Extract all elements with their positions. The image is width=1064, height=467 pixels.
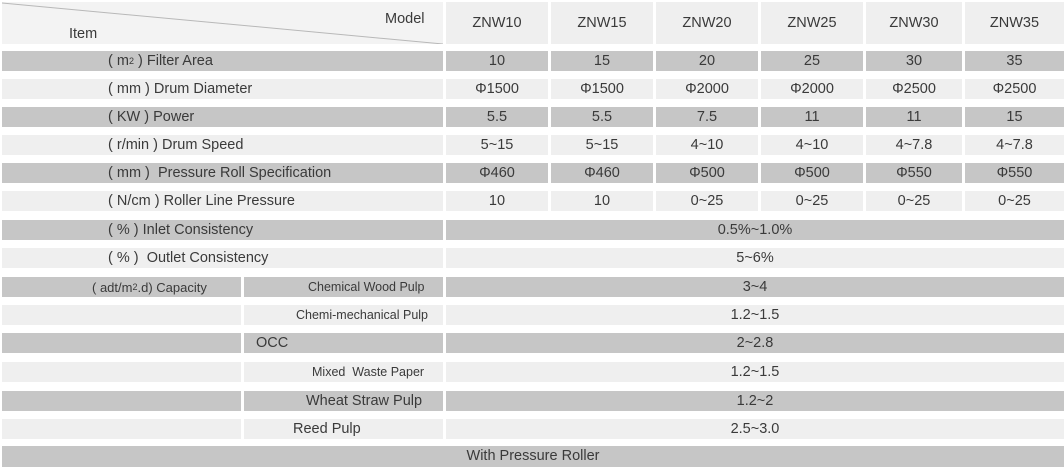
table-cell: Φ2500: [866, 79, 962, 99]
header-item-model-cell: [2, 2, 443, 44]
table-cell: 4~7.8: [866, 135, 962, 155]
label: Roller Line Pressure: [163, 192, 295, 209]
table-cell: 10: [551, 191, 653, 211]
capacity-item-wheat-straw-pulp: Wheat Straw Pulp: [244, 391, 443, 411]
row-label-inlet-consistency: ( % ) Inlet Consistency: [2, 220, 443, 240]
capacity-left-blank: [2, 305, 241, 325]
table-cell: 0~25: [761, 191, 863, 211]
table-cell: 5.5: [446, 107, 548, 127]
merged-value-outlet-consistency: 5~6%: [446, 248, 1064, 268]
label: Power: [153, 108, 195, 125]
model-header-znw30: ZNW30: [866, 2, 962, 44]
table-cell: Φ550: [965, 163, 1064, 183]
table-cell: 4~7.8: [965, 135, 1064, 155]
table-cell: 0~25: [656, 191, 758, 211]
unit-suffix: .d: [137, 279, 149, 295]
table-cell: 10: [446, 191, 548, 211]
capacity-value: 3~4: [446, 277, 1064, 297]
footer-note: With Pressure Roller: [2, 446, 1064, 467]
row-label-drum-speed: ( r/min ) Drum Speed: [2, 135, 443, 155]
capacity-left-blank: [2, 419, 241, 439]
row-label-outlet-consistency: ( % ) Outlet Consistency: [2, 248, 443, 268]
table-cell: Φ500: [656, 163, 758, 183]
table-cell: 4~10: [656, 135, 758, 155]
unit: %: [116, 249, 130, 266]
model-header-znw20: ZNW20: [656, 2, 758, 44]
table-cell: 5~15: [551, 135, 653, 155]
table-cell: 35: [965, 51, 1064, 71]
table-cell: 5.5: [551, 107, 653, 127]
capacity-item-mixed-waste-paper: Mixed Waste Paper: [244, 362, 443, 382]
table-cell: 11: [761, 107, 863, 127]
table-cell: 7.5: [656, 107, 758, 127]
table-cell: Φ2000: [656, 79, 758, 99]
row-label-pressure-roll-specification: ( mm ) Pressure Roll Specification: [2, 163, 443, 183]
unit: r/min: [116, 136, 150, 153]
table-cell: Φ1500: [551, 79, 653, 99]
table-cell: Φ500: [761, 163, 863, 183]
capacity-left-blank: [2, 391, 241, 411]
table-cell: Φ550: [866, 163, 962, 183]
label: Outlet Consistency: [146, 249, 269, 266]
table-cell: 15: [965, 107, 1064, 127]
header-model-label: Model: [385, 11, 425, 27]
label: Drum Diameter: [153, 80, 253, 97]
header-item-label: Item: [69, 26, 98, 42]
table-cell: Φ460: [446, 163, 548, 183]
capacity-value: 2~2.8: [446, 333, 1064, 353]
capacity-item-reed-pulp: Reed Pulp: [244, 419, 443, 439]
row-label-roller-line-pressure: ( N/cm ) Roller Line Pressure: [2, 191, 443, 211]
row-label-drum-diameter: ( mm ) Drum Diameter: [2, 79, 443, 99]
capacity-value: 2.5~3.0: [446, 419, 1064, 439]
unit: m: [116, 52, 129, 69]
table-cell: Φ2500: [965, 79, 1064, 99]
table-cell: Φ460: [551, 163, 653, 183]
capacity-item-chemical-wood-pulp: Chemical Wood Pulp: [244, 277, 443, 297]
unit: adt/m: [99, 279, 133, 295]
capacity-value: 1.2~1.5: [446, 362, 1064, 382]
table-cell: Φ2000: [761, 79, 863, 99]
model-header-znw15: ZNW15: [551, 2, 653, 44]
merged-value-inlet-consistency: 0.5%~1.0%: [446, 220, 1064, 240]
table-cell: 11: [866, 107, 962, 127]
row-label-power: ( KW ) Power: [2, 107, 443, 127]
unit: mm: [116, 164, 142, 181]
unit: N/cm: [116, 192, 151, 209]
model-header-znw35: ZNW35: [965, 2, 1064, 44]
model-header-znw25: ZNW25: [761, 2, 863, 44]
model-header-znw10: ZNW10: [446, 2, 548, 44]
capacity-item-occ: OCC: [244, 333, 443, 353]
table-cell: 0~25: [866, 191, 962, 211]
capacity-left-blank: [2, 333, 241, 353]
table-cell: 20: [656, 51, 758, 71]
label: Capacity: [156, 279, 207, 295]
unit: %: [116, 221, 130, 238]
table-cell: 25: [761, 51, 863, 71]
capacity-left-blank: [2, 362, 241, 382]
table-cell: Φ1500: [446, 79, 548, 99]
table-cell: 4~10: [761, 135, 863, 155]
label: Inlet Consistency: [142, 221, 254, 238]
label: Drum Speed: [161, 136, 244, 153]
table-cell: 5~15: [446, 135, 548, 155]
capacity-value: 1.2~2: [446, 391, 1064, 411]
table-cell: 30: [866, 51, 962, 71]
capacity-value: 1.2~1.5: [446, 305, 1064, 325]
unit: mm: [116, 80, 142, 97]
capacity-item-chemi-mechanical-pulp: Chemi-mechanical Pulp: [244, 305, 443, 325]
table-cell: 10: [446, 51, 548, 71]
row-label-capacity: ( adt/m 2 .d ) Capacity: [2, 277, 241, 297]
row-label-filter-area: ( m 2 ) Filter Area: [2, 51, 443, 71]
label: Filter Area: [146, 52, 213, 69]
table-cell: 15: [551, 51, 653, 71]
unit: KW: [116, 108, 141, 125]
table-cell: 0~25: [965, 191, 1064, 211]
label: Pressure Roll Specification: [157, 164, 332, 181]
